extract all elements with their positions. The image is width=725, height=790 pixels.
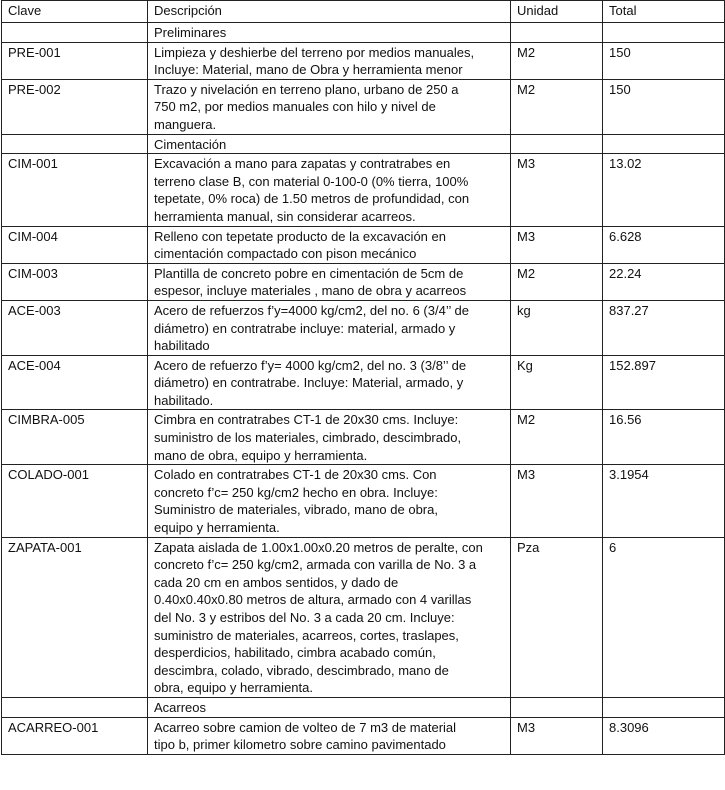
cell-descripcion: Cimbra en contratrabes CT-1 de 20x30 cms. Incluye: suministro de los materiales, cimbrado, descimbrado, mano de obra, equipo y herramienta. <box>148 410 511 465</box>
cell-clave <box>2 23 148 43</box>
cell-unidad: M3 <box>511 717 603 754</box>
cell-descripcion: Cimentación <box>148 134 511 154</box>
cell-total: 150 <box>603 42 725 79</box>
cell-unidad: kg <box>511 300 603 355</box>
cell-unidad: M3 <box>511 226 603 263</box>
cell-descripcion: Acero de refuerzo f’y= 4000 kg/cm2, del no. 3 (3/8’’ de diámetro) en contratrabe. Incluye: Material, armado, y habilitado. <box>148 355 511 410</box>
cell-descripcion: Acarreos <box>148 697 511 717</box>
cell-clave: CIM-001 <box>2 154 148 226</box>
table-row <box>2 717 725 754</box>
cell-unidad: M2 <box>511 79 603 134</box>
cell-total: 6 <box>603 537 725 697</box>
header-descripcion: Descripción <box>148 1 511 23</box>
cell-clave: PRE-002 <box>2 79 148 134</box>
cell-descripcion: Excavación a mano para zapatas y contratrabes en terreno clase B, con material 0-100-0 (0% tierra, 100% tepetate, 0% roca) de 1.50 metros de profundidad, con herramienta manual, sin considerar acarreos. <box>148 154 511 226</box>
cell-total <box>603 23 725 43</box>
cell-descripcion: Colado en contratrabes CT-1 de 20x30 cms. Con concreto f’c= 250 kg/cm2 hecho en obra. Incluye: Suministro de materiales, vibrado, mano de obra, equipo y herramienta. <box>148 465 511 537</box>
cell-descripcion: Acero de refuerzos f’y=4000 kg/cm2, del no. 6 (3/4’’ de diámetro) en contratrabe incluye: material, armado y habilitado <box>148 300 511 355</box>
section-row <box>2 134 725 154</box>
cell-total: 16.56 <box>603 410 725 465</box>
header-clave: Clave <box>2 1 148 23</box>
cell-total: 3.1954 <box>603 465 725 537</box>
table-body <box>2 23 725 755</box>
cell-clave <box>2 697 148 717</box>
table-row <box>2 465 725 537</box>
cell-unidad: Pza <box>511 537 603 697</box>
cell-total: 150 <box>603 79 725 134</box>
table-header-row <box>2 1 725 23</box>
cell-clave <box>2 134 148 154</box>
cell-descripcion: Trazo y nivelación en terreno plano, urbano de 250 a 750 m2, por medios manuales con hilo y nivel de manguera. <box>148 79 511 134</box>
cell-descripcion: Plantilla de concreto pobre en cimentación de 5cm de espesor, incluye materiales , mano de obra y acarreos <box>148 263 511 300</box>
cell-total: 13.02 <box>603 154 725 226</box>
cell-clave: COLADO-001 <box>2 465 148 537</box>
table-row <box>2 226 725 263</box>
cell-unidad <box>511 134 603 154</box>
cell-clave: CIM-004 <box>2 226 148 263</box>
cell-clave: CIM-003 <box>2 263 148 300</box>
section-row <box>2 23 725 43</box>
cell-clave: ZAPATA-001 <box>2 537 148 697</box>
cell-descripcion: Acarreo sobre camion de volteo de 7 m3 de material tipo b, primer kilometro sobre camino pavimentado <box>148 717 511 754</box>
table-row <box>2 300 725 355</box>
cell-clave: ACE-004 <box>2 355 148 410</box>
cell-unidad: M2 <box>511 42 603 79</box>
cell-total: 152.897 <box>603 355 725 410</box>
cell-total: 837.27 <box>603 300 725 355</box>
cell-descripcion: Zapata aislada de 1.00x1.00x0.20 metros de peralte, con concreto f’c= 250 kg/cm2, armada con varilla de No. 3 a cada 20 cm en ambos sentidos, y dado de 0.40x0.40x0.80 metros de altura, armado con 4 varillas del No. 3 y estribos del No. 3 a cada 20 cm. Incluye: suministro de materiales, acarreos, cortes, traslapes, desperdicios, habilitado, cimbra acabado común, descimbra, colado, vibrado, descimbrado, mano de obra, equipo y herramienta. <box>148 537 511 697</box>
cell-total: 6.628 <box>603 226 725 263</box>
section-row <box>2 697 725 717</box>
cell-unidad <box>511 23 603 43</box>
header-total: Total <box>603 1 725 23</box>
cell-unidad: M2 <box>511 410 603 465</box>
table-row <box>2 154 725 226</box>
cell-total <box>603 134 725 154</box>
table-row <box>2 263 725 300</box>
cell-clave: PRE-001 <box>2 42 148 79</box>
cell-descripcion: Relleno con tepetate producto de la excavación en cimentación compactado con pison mecánico <box>148 226 511 263</box>
cell-unidad: M2 <box>511 263 603 300</box>
cell-unidad: M3 <box>511 154 603 226</box>
cell-total <box>603 697 725 717</box>
table-row <box>2 537 725 697</box>
cell-unidad: Kg <box>511 355 603 410</box>
cell-descripcion: Limpieza y deshierbe del terreno por medios manuales, Incluye: Material, mano de Obra y herramienta menor <box>148 42 511 79</box>
concepts-table <box>1 0 725 755</box>
cell-total: 8.3096 <box>603 717 725 754</box>
table-row <box>2 355 725 410</box>
cell-clave: ACARREO-001 <box>2 717 148 754</box>
table-row <box>2 42 725 79</box>
cell-clave: CIMBRA-005 <box>2 410 148 465</box>
cell-unidad: M3 <box>511 465 603 537</box>
table-row <box>2 79 725 134</box>
table-row <box>2 410 725 465</box>
cell-unidad <box>511 697 603 717</box>
cell-clave: ACE-003 <box>2 300 148 355</box>
header-unidad: Unidad <box>511 1 603 23</box>
cell-total: 22.24 <box>603 263 725 300</box>
cell-descripcion: Preliminares <box>148 23 511 43</box>
